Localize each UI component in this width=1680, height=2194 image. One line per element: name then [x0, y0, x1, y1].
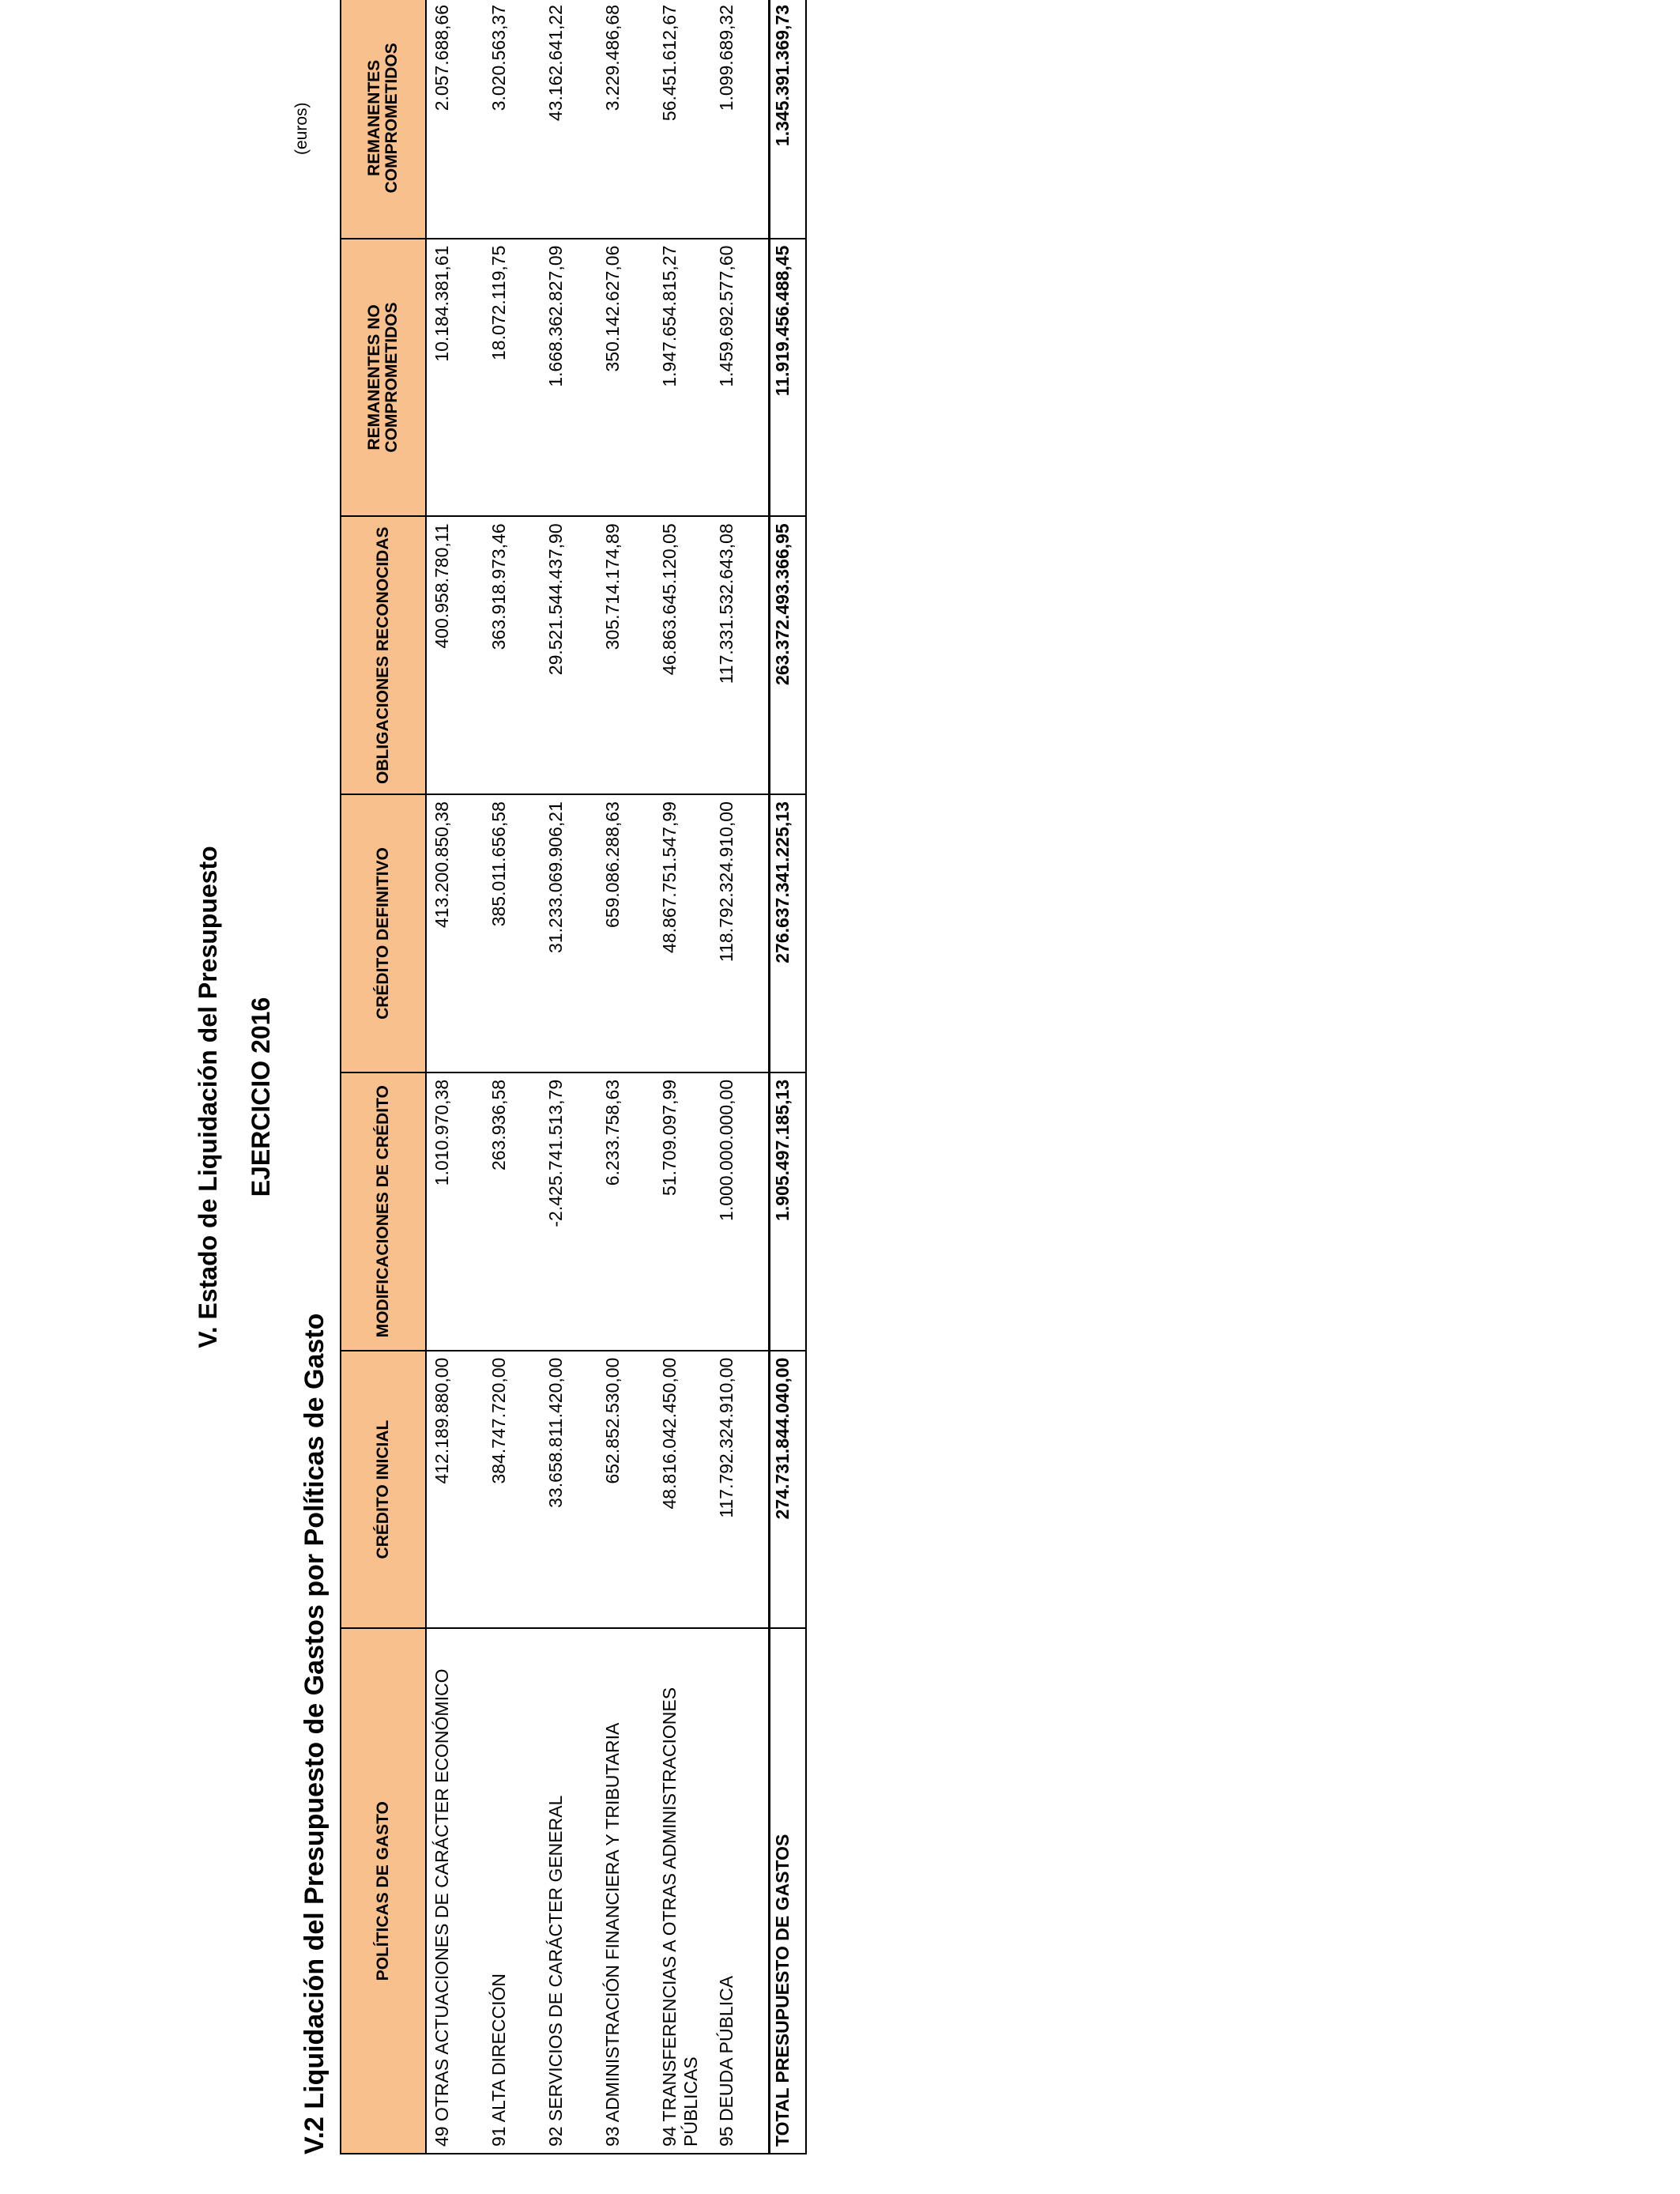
- table-cell: 305.714.174,89: [597, 516, 654, 794]
- table-cell: 31.233.069.906,21: [541, 794, 597, 1072]
- column-header: MODIFICACIONES DE CRÉDITO: [341, 1072, 426, 1351]
- policy-name: 94 TRANSFERENCIAS A OTRAS ADMINISTRACIONES PÚBLICAS: [654, 1628, 711, 2154]
- total-row: [770, 0, 807, 2154]
- policy-name: 93 ADMINISTRACIÓN FINANCIERA Y TRIBUTARIA: [597, 1628, 654, 2154]
- table-row: [541, 0, 597, 2154]
- total-label: TOTAL PRESUPUESTO DE GASTOS: [770, 1628, 807, 2154]
- policy-name: 49 OTRAS ACTUACIONES DE CARÁCTER ECONÓMICO: [426, 1628, 484, 2154]
- table-cell: 48.816.042.450,00: [654, 1351, 711, 1629]
- table-row: [654, 0, 711, 2154]
- policy-name: 91 ALTA DIRECCIÓN: [484, 1628, 541, 2154]
- column-header: OBLIGACIONES RECONOCIDAS: [341, 516, 426, 794]
- table-cell: 10.184.381,61: [426, 239, 484, 517]
- column-header: POLÍTICAS DE GASTO: [341, 1628, 426, 2154]
- page-title: V. Estado de Liquidación del Presupuesto: [194, 846, 222, 1348]
- table-cell: 118.792.324.910,00: [711, 794, 770, 1072]
- table-cell: 6.233.758,63: [597, 1072, 654, 1351]
- table-cell: 3.020.563,37: [484, 0, 541, 239]
- table-cell: 263.936,58: [484, 1072, 541, 1351]
- table-header-row: [341, 0, 426, 2154]
- table-cell: 56.451.612,67: [654, 0, 711, 239]
- total-cell: 263.372.493.366,95: [770, 516, 807, 794]
- total-cell: 274.731.844.040,00: [770, 1351, 807, 1629]
- table-row: [426, 0, 484, 2154]
- table-cell: 1.099.689,32: [711, 0, 770, 239]
- table-cell: 33.658.811.420,00: [541, 1351, 597, 1629]
- table-cell: 51.709.097,99: [654, 1072, 711, 1351]
- column-header: CRÉDITO DEFINITIVO: [341, 794, 426, 1072]
- table-cell: 652.852.530,00: [597, 1351, 654, 1629]
- column-header: REMANENTES COMPROMETIDOS: [341, 0, 426, 239]
- units-label: (euros): [292, 102, 311, 155]
- policy-name: 95 DEUDA PÚBLICA: [711, 1628, 770, 2154]
- table-cell: 384.747.720,00: [484, 1351, 541, 1629]
- table-cell: 1.010.970,38: [426, 1072, 484, 1351]
- table-row: [597, 0, 654, 2154]
- table-cell: 412.189.880,00: [426, 1351, 484, 1629]
- total-cell: 1.345.391.369,73: [770, 0, 807, 239]
- section-subtitle: V.2 Liquidación del Presupuesto de Gastos por Políticas de Gasto: [299, 1313, 330, 2154]
- table-cell: 48.867.751.547,99: [654, 794, 711, 1072]
- table-cell: 350.142.627,06: [597, 239, 654, 517]
- table-cell: 385.011.656,58: [484, 794, 541, 1072]
- total-cell: 11.919.456.488,45: [770, 239, 807, 517]
- table-row: [484, 0, 541, 2154]
- table-cell: 400.958.780,11: [426, 516, 484, 794]
- table-cell: 43.162.641,22: [541, 0, 597, 239]
- column-header: REMANENTES NO COMPROMETIDOS: [341, 239, 426, 517]
- column-header: CRÉDITO INICIAL: [341, 1351, 426, 1629]
- table-cell: 117.331.532.643,08: [711, 516, 770, 794]
- table-cell: 363.918.973,46: [484, 516, 541, 794]
- table-cell: 1.947.654.815,27: [654, 239, 711, 517]
- table-cell: 2.057.688,66: [426, 0, 484, 239]
- table-cell: 1.459.692.577,60: [711, 239, 770, 517]
- table-cell: -2.425.741.513,79: [541, 1072, 597, 1351]
- table-cell: 29.521.544.437,90: [541, 516, 597, 794]
- table-cell: 46.863.645.120,05: [654, 516, 711, 794]
- table-cell: 413.200.850,38: [426, 794, 484, 1072]
- fiscal-year: EJERCICIO 2016: [247, 997, 275, 1197]
- budget-table: [340, 0, 807, 2154]
- total-cell: 1.905.497.185,13: [770, 1072, 807, 1351]
- table-cell: 18.072.119,75: [484, 239, 541, 517]
- table-cell: 659.086.288,63: [597, 794, 654, 1072]
- table-cell: 1.000.000.000,00: [711, 1072, 770, 1351]
- policy-name: 92 SERVICIOS DE CARÁCTER GENERAL: [541, 1628, 597, 2154]
- table-cell: 3.229.486,68: [597, 0, 654, 239]
- table-row: [711, 0, 770, 2154]
- table-cell: 117.792.324.910,00: [711, 1351, 770, 1629]
- table-cell: 1.668.362.827,09: [541, 239, 597, 517]
- total-cell: 276.637.341.225,13: [770, 794, 807, 1072]
